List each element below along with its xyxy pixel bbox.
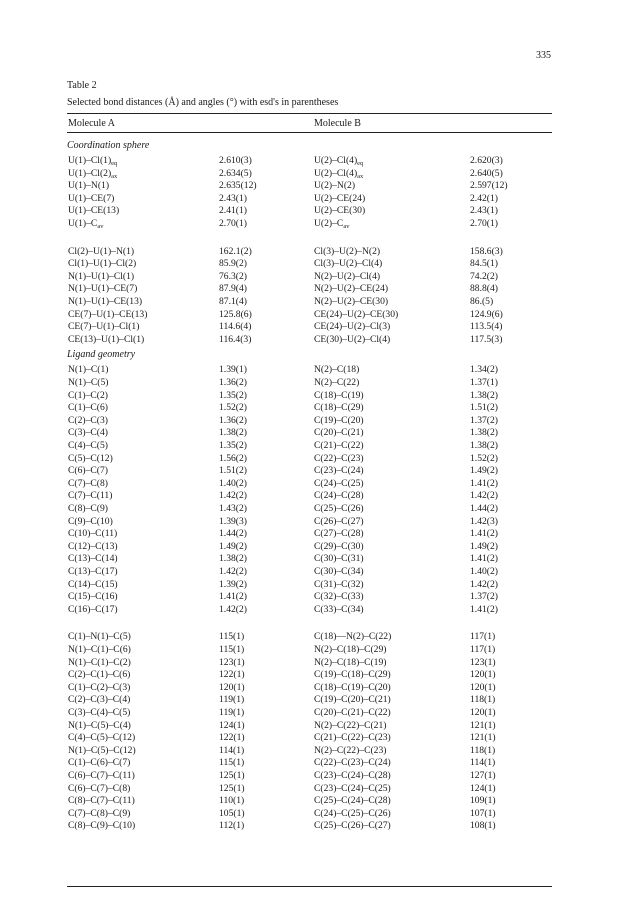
bond-b: N(2)–U(2)–CE(30) xyxy=(314,296,389,307)
bond-b: C(30)–C(34) xyxy=(314,566,364,577)
bond-a: C(2)–C(3) xyxy=(68,414,108,426)
value-b: 121(1) xyxy=(470,719,496,731)
value-a: 2.634(5) xyxy=(219,167,252,179)
value-b: 84.5(1) xyxy=(470,258,498,270)
value-b: 2.597(12) xyxy=(470,180,508,192)
table-row xyxy=(0,668,628,681)
section-heading: Coordination sphere xyxy=(67,140,150,151)
bond-b: C(22)–C(23) xyxy=(314,452,364,464)
bond-b: C(19)–C(20) xyxy=(314,414,364,426)
value-b: 127(1) xyxy=(470,770,496,781)
table-row xyxy=(0,603,628,616)
bond-b: N(2)–C(22)–C(21) xyxy=(314,719,387,731)
table-row xyxy=(0,540,628,553)
value-b: 117(1) xyxy=(470,631,496,643)
value-b: 1.41(2) xyxy=(470,553,498,565)
table-row xyxy=(0,656,628,669)
page-number: 335 xyxy=(536,50,551,61)
table-bottom-rule xyxy=(67,886,552,887)
value-b: 2.640(5) xyxy=(470,167,503,179)
table-row xyxy=(0,719,628,732)
value-b: 114(1) xyxy=(470,757,496,769)
value-b: 1.37(1) xyxy=(470,377,498,388)
table-row xyxy=(0,807,628,820)
value-b: 1.42(2) xyxy=(470,578,498,590)
value-a: 115(1) xyxy=(219,757,245,769)
bond-a: C(1)–C(6)–C(7) xyxy=(68,757,131,769)
table-row xyxy=(0,389,628,402)
table-row xyxy=(0,376,628,389)
bond-b: Cl(3)–U(2)–N(2) xyxy=(314,245,381,257)
table-row xyxy=(0,819,628,832)
value-b: 120(1) xyxy=(470,669,496,681)
value-a: 123(1) xyxy=(219,656,245,668)
bond-b: C(23)–C(24)–C(25) xyxy=(314,782,391,794)
table-row xyxy=(0,414,628,427)
value-a: 105(1) xyxy=(219,807,245,819)
bond-a: C(6)–C(7)–C(11) xyxy=(68,770,135,781)
value-b: 124(1) xyxy=(470,782,496,794)
bond-b: C(29)–C(30) xyxy=(314,540,364,552)
bond-b: C(20)–C(21)–C(22) xyxy=(314,707,391,718)
bond-b: C(26)–C(27) xyxy=(314,515,364,527)
bond-a: C(8)–C(7)–C(11) xyxy=(68,795,135,807)
value-a: 1.41(2) xyxy=(219,591,247,603)
bond-b: C(24)–C(28) xyxy=(314,490,364,502)
value-a: 112(1) xyxy=(219,820,245,832)
bond-b: U(2)–CE(30) xyxy=(314,205,366,217)
value-b: 1.34(2) xyxy=(470,364,498,376)
table-row xyxy=(0,578,628,591)
table-row xyxy=(0,643,628,656)
value-a: 1.39(3) xyxy=(219,515,247,527)
header-bottom-rule xyxy=(67,132,552,133)
bond-a: $U(1)-C_{av}$ xyxy=(68,218,104,230)
bond-b: C(19)–C(18)–C(29) xyxy=(314,669,391,681)
bond-a: C(16)–C(17) xyxy=(68,603,118,615)
bond-a: CE(7)–U(1)–Cl(1) xyxy=(68,321,140,333)
value-b: 1.38(2) xyxy=(470,389,498,401)
value-a: 2.610(3) xyxy=(219,155,252,166)
bond-b: N(2)–C(18)–C(19) xyxy=(314,656,387,668)
table-row xyxy=(0,217,628,230)
bond-a: N(1)–C(1)–C(6) xyxy=(68,644,131,655)
bond-b: N(2)–C(18) xyxy=(314,364,360,376)
bond-b: N(2)–U(2)–Cl(4) xyxy=(314,270,381,282)
bond-a: CE(7)–U(1)–CE(13) xyxy=(68,308,148,320)
bond-a: U(1)–CE(13) xyxy=(68,205,120,217)
bond-b: CE(24)–U(2)–Cl(3) xyxy=(314,321,391,333)
value-a: 114.6(4) xyxy=(219,321,252,333)
value-b: 2.43(1) xyxy=(470,205,498,217)
bond-a: C(2)–C(1)–C(6) xyxy=(68,669,131,681)
table-top-rule xyxy=(67,113,552,114)
bond-a: C(1)–C(6) xyxy=(68,402,108,414)
bond-a: C(7)–C(11) xyxy=(68,490,113,502)
value-b: 107(1) xyxy=(470,807,496,819)
bond-a: C(6)–C(7)–C(8) xyxy=(68,782,131,794)
table-row xyxy=(0,257,628,270)
table-row xyxy=(0,154,628,167)
value-b: 158.6(3) xyxy=(470,245,503,257)
value-a: 2.41(1) xyxy=(219,205,247,217)
table-caption: Selected bond distances (Å) and angles (°) with esd's in parentheses xyxy=(67,97,339,108)
value-a: 1.52(2) xyxy=(219,402,247,414)
bond-a: N(1)–C(5) xyxy=(68,377,109,388)
value-a: 1.38(2) xyxy=(219,553,247,565)
bond-a: Cl(2)–U(1)–N(1) xyxy=(68,245,135,257)
bond-a: C(4)–C(5) xyxy=(68,440,108,451)
value-b: 2.620(3) xyxy=(470,155,503,166)
value-b: 123(1) xyxy=(470,656,496,668)
bond-a: U(1)–CE(7) xyxy=(68,192,115,204)
table-row xyxy=(0,630,628,643)
bond-b: N(2)–C(18)–C(29) xyxy=(314,644,387,655)
bond-a: C(1)–C(2) xyxy=(68,389,108,401)
bond-a: C(12)–C(13) xyxy=(68,540,118,552)
value-a: 1.42(2) xyxy=(219,566,247,577)
bond-b: N(2)–U(2)–CE(24) xyxy=(314,283,389,295)
bond-b: C(24)–C(25) xyxy=(314,477,364,489)
value-a: 1.35(2) xyxy=(219,440,247,451)
bond-a: CE(13)–U(1)–Cl(1) xyxy=(68,333,145,345)
table-row xyxy=(0,179,628,192)
bond-b: N(2)–C(22) xyxy=(314,377,360,388)
bond-a: C(2)–C(3)–C(4) xyxy=(68,694,131,706)
value-a: 125(1) xyxy=(219,770,245,781)
bond-a: N(1)–U(1)–CE(13) xyxy=(68,296,143,307)
value-b: 1.38(2) xyxy=(470,440,498,451)
column-header-molecule-a: Molecule A xyxy=(68,118,115,129)
table-row xyxy=(0,706,628,719)
value-b: 1.42(2) xyxy=(470,490,498,502)
table-row xyxy=(0,782,628,795)
value-a: 116.4(3) xyxy=(219,333,252,345)
value-a: 87.1(4) xyxy=(219,296,247,307)
bond-a: C(13)–C(17) xyxy=(68,566,118,577)
bond-b: $U(2)-C_{av}$ xyxy=(314,218,350,230)
table-row xyxy=(0,477,628,490)
value-b: 120(1) xyxy=(470,681,496,693)
value-a: 1.51(2) xyxy=(219,465,247,477)
value-a: 124(1) xyxy=(219,719,245,731)
value-a: 1.40(2) xyxy=(219,477,247,489)
value-b: 1.42(3) xyxy=(470,515,498,527)
value-b: 1.49(2) xyxy=(470,540,498,552)
value-a: 2.70(1) xyxy=(219,218,247,229)
table-row xyxy=(0,192,628,205)
bond-a: C(14)–C(15) xyxy=(68,578,118,590)
value-a: 115(1) xyxy=(219,644,245,655)
value-b: 74.2(2) xyxy=(470,270,498,282)
bond-b: C(25)–C(24)–C(28) xyxy=(314,795,391,807)
bond-a: C(13)–C(14) xyxy=(68,553,118,565)
bond-b: C(18)–C(19) xyxy=(314,389,364,401)
value-b: 117(1) xyxy=(470,644,496,655)
column-header-molecule-b: Molecule B xyxy=(314,118,361,129)
bond-b: C(20)–C(21) xyxy=(314,427,364,439)
bond-b: $U(2)-Cl(4)_{eq}$ xyxy=(314,155,364,167)
value-b: 2.42(1) xyxy=(470,192,498,204)
table-row xyxy=(0,270,628,283)
value-a: 122(1) xyxy=(219,669,245,681)
value-b: 1.41(2) xyxy=(470,528,498,540)
bond-a: N(1)–C(5)–C(4) xyxy=(68,719,131,731)
value-a: 122(1) xyxy=(219,732,245,744)
value-b: 1.52(2) xyxy=(470,452,498,464)
value-a: 119(1) xyxy=(219,694,245,706)
value-a: 1.36(2) xyxy=(219,414,247,426)
bond-b: C(19)–C(20)–C(21) xyxy=(314,694,391,706)
table-row xyxy=(0,731,628,744)
table-row xyxy=(0,167,628,180)
bond-a: N(1)–U(1)–Cl(1) xyxy=(68,270,135,282)
bond-a: C(3)–C(4)–C(5) xyxy=(68,707,131,718)
section-heading: Ligand geometry xyxy=(67,349,136,361)
value-a: 162.1(2) xyxy=(219,245,252,257)
value-b: 1.37(2) xyxy=(470,414,498,426)
value-a: 1.38(2) xyxy=(219,427,247,439)
table-row xyxy=(0,295,628,308)
bond-b: C(30)–C(31) xyxy=(314,553,364,565)
table-row xyxy=(0,426,628,439)
value-b: 124.9(6) xyxy=(470,308,503,320)
value-a: 87.9(4) xyxy=(219,283,247,295)
table-row xyxy=(0,363,628,376)
bond-b: CE(30)–U(2)–Cl(4) xyxy=(314,333,391,345)
bond-b: C(18)—N(2)–C(22) xyxy=(314,631,392,643)
bond-b: C(25)–C(26)–C(27) xyxy=(314,820,391,832)
value-b: 1.37(2) xyxy=(470,591,498,603)
value-b: 118(1) xyxy=(470,744,496,756)
value-b: 88.8(4) xyxy=(470,283,498,295)
value-a: 1.39(1) xyxy=(219,364,247,376)
table-row xyxy=(0,308,628,321)
table-row xyxy=(0,565,628,578)
value-a: 2.43(1) xyxy=(219,192,247,204)
value-a: 1.44(2) xyxy=(219,528,247,540)
table-row xyxy=(0,794,628,807)
bond-b: $U(2)-Cl(4)_{ax}$ xyxy=(314,167,364,180)
value-b: 1.44(2) xyxy=(470,503,498,514)
bond-b: U(2)–CE(24) xyxy=(314,192,366,204)
value-a: 1.56(2) xyxy=(219,452,247,464)
bond-b: N(2)–C(22)–C(23) xyxy=(314,744,387,756)
value-a: 1.35(2) xyxy=(219,389,247,401)
bond-b: C(18)–C(29) xyxy=(314,402,364,414)
value-a: 125(1) xyxy=(219,782,245,794)
bond-b: C(23)–C(24) xyxy=(314,465,364,477)
bond-b: U(2)–N(2) xyxy=(314,180,356,192)
bond-a: Cl(1)–U(1)–Cl(2) xyxy=(68,258,137,270)
value-b: 109(1) xyxy=(470,795,496,807)
value-b: 1.51(2) xyxy=(470,402,498,414)
bond-a: C(1)–C(2)–C(3) xyxy=(68,681,131,693)
bond-a: N(1)–U(1)–CE(7) xyxy=(68,283,138,295)
value-b: 113.5(4) xyxy=(470,321,503,333)
bond-a: C(6)–C(7) xyxy=(68,465,108,477)
bond-b: C(18)–C(19)–C(20) xyxy=(314,681,391,693)
value-b: 108(1) xyxy=(470,820,496,832)
table-row xyxy=(0,502,628,515)
bond-a: C(15)–C(16) xyxy=(68,591,118,603)
bond-b: C(25)–C(26) xyxy=(314,503,364,514)
table-row xyxy=(0,439,628,452)
value-b: 121(1) xyxy=(470,732,496,744)
table-row xyxy=(0,489,628,502)
value-b: 117.5(3) xyxy=(470,333,503,345)
bond-a: N(1)–C(1) xyxy=(68,364,109,376)
table-row xyxy=(0,681,628,694)
bond-a: C(3)–C(4) xyxy=(68,427,108,439)
bond-a: N(1)–C(1)–C(2) xyxy=(68,656,131,668)
bond-b: C(23)–C(24)–C(28) xyxy=(314,770,391,781)
bond-a: C(10)–C(11) xyxy=(68,528,118,540)
value-a: 120(1) xyxy=(219,681,245,693)
bond-b: C(31)–C(32) xyxy=(314,578,364,590)
value-b: 1.38(2) xyxy=(470,427,498,439)
bond-a: C(7)–C(8) xyxy=(68,477,108,489)
value-a: 114(1) xyxy=(219,744,245,756)
value-b: 1.41(2) xyxy=(470,477,498,489)
table-row xyxy=(0,527,628,540)
value-b: 2.70(1) xyxy=(470,218,498,229)
table-row xyxy=(0,769,628,782)
bond-a: $U(1)-Cl(1)_{eq}$ xyxy=(68,155,118,167)
bond-a: C(8)–C(9) xyxy=(68,503,108,514)
bond-b: C(21)–C(22)–C(23) xyxy=(314,732,391,744)
value-b: 120(1) xyxy=(470,707,496,718)
table-row xyxy=(0,464,628,477)
value-a: 125.8(6) xyxy=(219,308,252,320)
bond-a: C(9)–C(10) xyxy=(68,515,113,527)
value-b: 1.40(2) xyxy=(470,566,498,577)
value-a: 119(1) xyxy=(219,707,245,718)
value-a: 1.49(2) xyxy=(219,540,247,552)
table-row xyxy=(0,333,628,346)
value-b: 1.49(2) xyxy=(470,465,498,477)
bond-a: C(4)–C(5)–C(12) xyxy=(68,732,136,744)
table-row xyxy=(0,245,628,258)
bond-b: C(32)–C(33) xyxy=(314,591,364,603)
table-row xyxy=(0,452,628,465)
bond-a: C(1)–N(1)–C(5) xyxy=(68,631,131,643)
table-row xyxy=(0,744,628,757)
value-a: 85.9(2) xyxy=(219,258,247,270)
value-a: 1.39(2) xyxy=(219,578,247,590)
table-label: Table 2 xyxy=(67,80,97,91)
bond-a: C(7)–C(8)–C(9) xyxy=(68,807,131,819)
bond-b: Cl(3)–U(2)–Cl(4) xyxy=(314,258,383,270)
table-row xyxy=(0,401,628,414)
table-row xyxy=(0,552,628,565)
value-a: 1.42(2) xyxy=(219,603,247,615)
table-row xyxy=(0,693,628,706)
value-a: 1.43(2) xyxy=(219,503,247,514)
table-row xyxy=(0,756,628,769)
value-b: 118(1) xyxy=(470,694,496,706)
value-a: 1.42(2) xyxy=(219,490,247,502)
table-row xyxy=(0,590,628,603)
value-a: 76.3(2) xyxy=(219,270,247,282)
bond-b: C(33)–C(34) xyxy=(314,603,364,615)
bond-a: $U(1)-Cl(2)_{ax}$ xyxy=(68,167,118,180)
value-b: 86.(5) xyxy=(470,296,494,307)
bond-b: CE(24)–U(2)–CE(30) xyxy=(314,308,399,320)
bond-b: C(27)–C(28) xyxy=(314,528,364,540)
bond-a: U(1)–N(1) xyxy=(68,180,110,192)
value-a: 1.36(2) xyxy=(219,377,247,388)
table-row xyxy=(0,515,628,528)
bond-a: C(8)–C(9)–C(10) xyxy=(68,820,136,832)
bond-a: N(1)–C(5)–C(12) xyxy=(68,744,136,756)
bond-a: C(5)–C(12) xyxy=(68,452,113,464)
bond-b: C(21)–C(22) xyxy=(314,440,364,451)
bond-b: C(24)–C(25)–C(26) xyxy=(314,807,391,819)
value-a: 2.635(12) xyxy=(219,180,257,192)
value-a: 115(1) xyxy=(219,631,245,643)
bond-b: C(22)–C(23)–C(24) xyxy=(314,757,391,769)
value-b: 1.41(2) xyxy=(470,603,498,615)
table-row xyxy=(0,204,628,217)
table-row xyxy=(0,282,628,295)
table-row xyxy=(0,320,628,333)
value-a: 110(1) xyxy=(219,795,245,807)
